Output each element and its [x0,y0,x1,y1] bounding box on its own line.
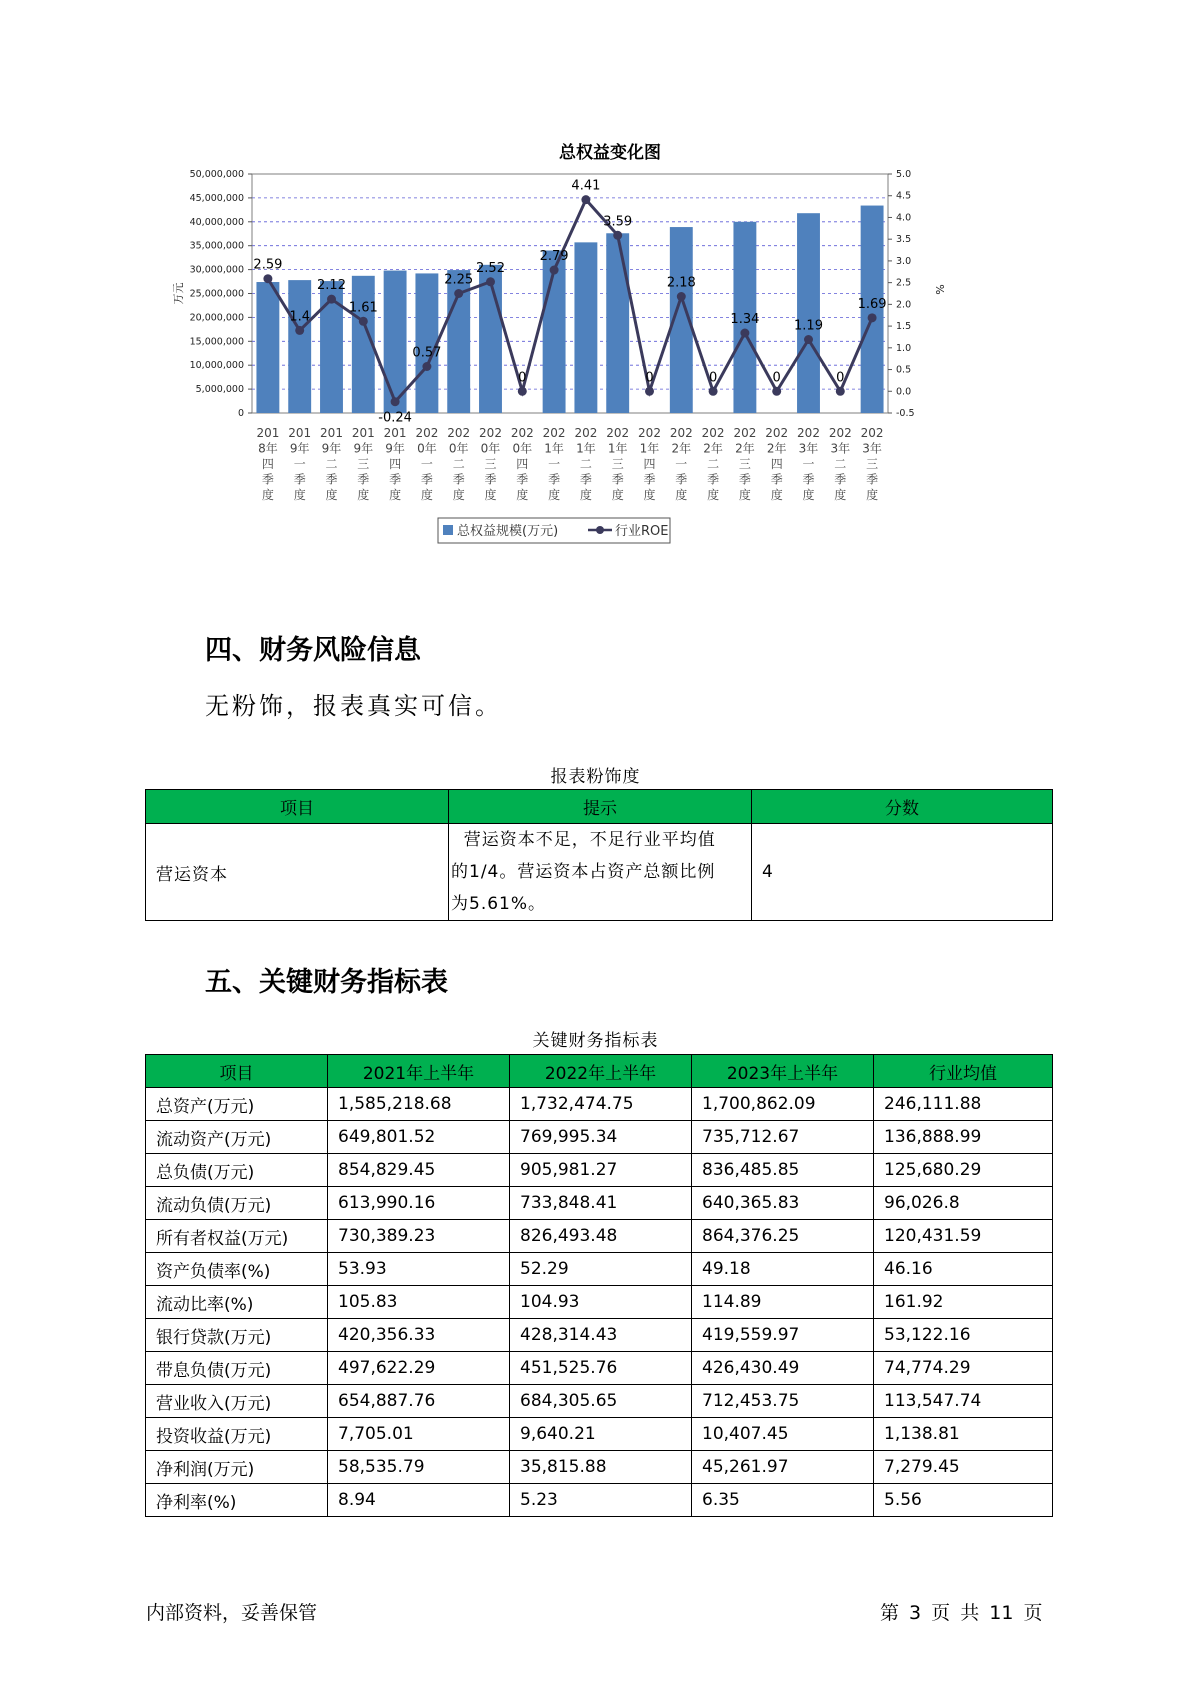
hint-line: 营运资本不足，不足行业平均值 [451,830,716,850]
roe-point [709,387,718,396]
table2-header: 2023年上半年 [692,1055,874,1088]
x-tick-label: 季 [738,472,751,487]
x-tick-label: 二 [325,457,338,471]
roe-point [868,313,877,322]
x-tick-label: 202 [606,426,630,440]
roe-point [295,326,304,335]
bar [288,280,311,413]
indicator-value: 161.92 [874,1286,1053,1319]
indicator-value: 451,525.76 [510,1352,692,1385]
x-tick-label: 四 [516,457,529,471]
y2-tick-label: 2.0 [896,299,912,311]
indicator-name: 净利润(万元) [146,1451,328,1484]
table2-header: 行业均值 [874,1055,1053,1088]
y-tick-label: 5,000,000 [195,384,244,396]
indicator-name: 流动负债(万元) [146,1187,328,1220]
indicator-value: 5.56 [874,1484,1053,1517]
section4-heading: 四、财务风险信息 [205,635,421,666]
indicator-value: 6.35 [692,1484,874,1517]
roe-data-label: 2.12 [317,278,346,294]
roe-point [677,292,686,301]
y2-tick-label: 0.0 [896,386,912,398]
indicator-value: 53.93 [328,1253,510,1286]
x-tick-label: 度 [611,488,624,502]
indicator-value: 10,407.45 [692,1418,874,1451]
indicator-value: 836,485.85 [692,1154,874,1187]
x-tick-label: 3年 [862,441,882,456]
x-tick-label: 季 [452,472,465,487]
indicator-value: 640,365.83 [692,1187,874,1220]
y-tick-label: 20,000,000 [189,312,244,324]
roe-data-label: 2.59 [253,257,283,273]
legend-line-label: 行业ROE [615,524,669,539]
indicator-value: 826,493.48 [510,1220,692,1253]
x-tick-label: 2年 [735,441,755,456]
indicator-name: 银行贷款(万元) [146,1319,328,1352]
roe-data-label: 2.18 [666,275,696,291]
roe-point [422,362,431,371]
x-tick-label: 9年 [289,441,310,456]
x-tick-label: 0年 [480,441,501,456]
x-tick-label: 202 [447,426,471,440]
x-tick-label: 季 [802,472,815,487]
roe-data-label: 1.4 [289,309,311,325]
indicator-value: 649,801.52 [328,1121,510,1154]
y-tick-label: 10,000,000 [189,360,244,372]
roe-point [645,387,654,396]
x-tick-label: 201 [383,426,407,440]
bar [256,282,279,413]
indicator-value: 46.16 [874,1253,1053,1286]
indicator-value: 246,111.88 [874,1088,1053,1121]
table-row [146,1154,1053,1187]
x-tick-label: 二 [707,457,720,471]
indicator-value: 52.29 [510,1253,692,1286]
table1-cell-score: 4 [752,824,1053,921]
table-row [146,1385,1053,1418]
x-tick-label: 度 [357,488,370,502]
table1-header-item: 项目 [146,790,449,824]
roe-point [613,231,622,240]
table2-header: 项目 [146,1055,328,1088]
x-tick-label: 202 [828,426,852,440]
table1-cell-item: 营运资本 [146,824,449,921]
table-row [146,1451,1053,1484]
roe-data-label: -0.24 [378,410,412,426]
x-tick-label: 一 [675,457,688,471]
x-tick-label: 四 [770,457,783,471]
indicator-value: 712,453.75 [692,1385,874,1418]
indicator-name: 总负债(万元) [146,1154,328,1187]
x-tick-label: 202 [765,426,789,440]
hint-line: 为5.61%。 [451,894,547,914]
indicator-value: 654,887.76 [328,1385,510,1418]
fraud-table [145,789,1053,921]
x-tick-label: 二 [452,457,465,471]
y2-tick-label: 1.0 [896,342,912,354]
x-tick-label: 一 [548,457,561,471]
roe-point [772,387,781,396]
y2-tick-label: 1.5 [896,321,912,333]
x-tick-label: 2年 [671,441,692,456]
indicator-value: 125,680.29 [874,1154,1053,1187]
x-tick-label: 一 [420,457,433,471]
y2-tick-label: 0.5 [896,364,912,376]
legend-bar-swatch [443,525,453,535]
bar [797,213,820,413]
x-tick-label: 三 [484,457,497,471]
indicator-value: 74,774.29 [874,1352,1053,1385]
x-tick-label: 3年 [830,441,851,456]
x-tick-label: 0年 [512,441,533,456]
indicator-value: 613,990.16 [328,1187,510,1220]
x-tick-label: 202 [638,426,661,440]
roe-data-label: 0 [708,370,718,386]
roe-data-label: 0 [518,370,527,386]
y-tick-label: 40,000,000 [189,216,244,228]
indicator-value: 1,700,862.09 [692,1088,874,1121]
y-tick-label: 30,000,000 [189,264,244,276]
x-tick-label: 1年 [544,441,564,456]
x-tick-label: 9年 [353,441,374,456]
section5-heading: 五、关键财务指标表 [205,967,448,998]
indicator-value: 96,026.8 [874,1187,1053,1220]
y2-tick-label: 5.0 [896,169,912,180]
roe-point [581,195,590,204]
x-tick-label: 三 [611,457,624,471]
indicator-value: 9,640.21 [510,1418,692,1451]
x-tick-label: 度 [325,488,338,502]
roe-point [486,277,495,286]
x-tick-label: 201 [288,426,312,440]
indicator-value: 1,732,474.75 [510,1088,692,1121]
indicator-value: 136,888.99 [874,1121,1053,1154]
x-tick-label: 201 [351,426,375,440]
indicator-value: 497,622.29 [328,1352,510,1385]
x-tick-label: 一 [802,457,815,471]
indicator-value: 120,431.59 [874,1220,1053,1253]
indicator-value: 730,389.23 [328,1220,510,1253]
indicator-name: 流动比率(%) [146,1286,328,1319]
roe-point [327,295,336,304]
indicator-name: 净利率(%) [146,1484,328,1517]
roe-data-label: 1.34 [730,312,760,328]
x-tick-label: 度 [293,488,306,502]
indicator-value: 1,138.81 [874,1418,1053,1451]
x-tick-label: 度 [866,488,879,502]
indicator-name: 资产负债率(%) [146,1253,328,1286]
legend-bar-label: 总权益规模(万元) [457,524,559,539]
x-tick-label: 0年 [417,441,437,456]
bar [606,233,629,413]
indicator-name: 营业收入(万元) [146,1385,328,1418]
indicator-value: 58,535.79 [328,1451,510,1484]
table-row [146,1088,1053,1121]
indicator-name: 流动资产(万元) [146,1121,328,1154]
x-tick-label: 度 [548,488,561,502]
table1-header-hint: 提示 [449,790,752,824]
indicator-name: 带息负债(万元) [146,1352,328,1385]
table1-cell-hint [449,824,752,921]
x-tick-label: 二 [579,457,592,471]
roe-data-label: 1.61 [348,300,378,316]
bar [415,273,438,413]
roe-data-label: 3.59 [603,214,633,230]
x-tick-label: 度 [802,488,815,502]
x-tick-label: 度 [420,488,433,502]
indicator-value: 905,981.27 [510,1154,692,1187]
table-row [146,1253,1053,1286]
roe-point [804,335,813,344]
x-tick-label: 季 [866,472,879,487]
roe-data-label: 0 [772,370,781,386]
x-tick-label: 季 [579,472,592,487]
indicator-value: 735,712.67 [692,1121,874,1154]
x-tick-label: 三 [866,457,879,471]
x-tick-label: 202 [669,426,693,440]
indicator-value: 733,848.41 [510,1187,692,1220]
roe-data-label: 1.19 [794,318,823,334]
indicator-name: 总资产(万元) [146,1088,328,1121]
x-tick-label: 一 [293,457,306,471]
table-row [146,824,1053,921]
table2-header: 2021年上半年 [328,1055,510,1088]
x-tick-label: 3年 [798,441,819,456]
roe-data-label: 2.79 [539,249,569,265]
roe-data-label: 2.25 [444,272,474,288]
x-tick-label: 1年 [576,441,596,456]
table-row [146,1187,1053,1220]
y-tick-label: 25,000,000 [189,288,244,300]
indicator-value: 684,305.65 [510,1385,692,1418]
y-tick-label: 45,000,000 [189,192,244,204]
x-tick-label: 201 [320,426,343,440]
roe-point [550,266,559,275]
indicator-value: 49.18 [692,1253,874,1286]
table2-header: 2022年上半年 [510,1055,692,1088]
x-tick-label: 度 [261,488,274,502]
x-tick-label: 0年 [448,441,469,456]
x-tick-label: 度 [452,488,465,502]
indicator-value: 7,279.45 [874,1451,1053,1484]
x-tick-label: 二 [834,457,847,471]
x-tick-label: 度 [389,488,402,502]
x-tick-label: 202 [479,426,502,440]
indicator-name: 投资收益(万元) [146,1418,328,1451]
footer-confidential: 内部资料，妥善保管 [146,1602,318,1624]
indicator-value: 769,995.34 [510,1121,692,1154]
y2-tick-label: 4.5 [896,190,912,202]
roe-point [740,329,749,338]
x-tick-label: 度 [516,488,529,502]
x-tick-label: 三 [357,457,370,471]
indicator-value: 1,585,218.68 [328,1088,510,1121]
x-tick-label: 度 [643,488,656,502]
y2-axis-label: % [933,284,946,295]
indicator-value: 45,261.97 [692,1451,874,1484]
indicator-value: 854,829.45 [328,1154,510,1187]
table1-caption: 报表粉饰度 [550,767,641,787]
indicator-value: 113,547.74 [874,1385,1053,1418]
x-tick-label: 度 [770,488,783,502]
x-tick-label: 度 [738,488,751,502]
indicator-value: 420,356.33 [328,1319,510,1352]
indicators-table [145,1054,1053,1517]
x-tick-label: 季 [770,472,783,487]
legend-line-marker [596,526,604,534]
indicator-value: 419,559.97 [692,1319,874,1352]
x-tick-label: 202 [542,426,566,440]
x-tick-label: 四 [389,457,402,471]
roe-point [391,397,400,406]
x-tick-label: 202 [701,426,725,440]
y2-tick-label: 3.5 [896,234,912,246]
x-tick-label: 8年 [258,441,278,456]
table1-header-score: 分数 [752,790,1053,824]
x-tick-label: 度 [484,488,497,502]
y2-tick-label: 4.0 [896,212,912,224]
x-tick-label: 202 [415,426,439,440]
y-tick-label: 35,000,000 [189,240,244,252]
x-tick-label: 1年 [607,441,628,456]
indicator-value: 114.89 [692,1286,874,1319]
x-tick-label: 季 [675,472,688,487]
indicator-value: 5.23 [510,1484,692,1517]
indicator-value: 35,815.88 [510,1451,692,1484]
y-axis-label: 万元 [172,282,185,305]
x-tick-label: 202 [733,426,757,440]
x-tick-label: 四 [643,457,656,471]
x-tick-label: 2年 [703,441,723,456]
roe-data-label: 0 [645,370,654,386]
x-tick-label: 度 [579,488,592,502]
roe-point [359,317,368,326]
x-tick-label: 三 [738,457,751,471]
table-row [146,1286,1053,1319]
indicator-value: 7,705.01 [328,1418,510,1451]
x-tick-label: 季 [611,472,624,487]
y2-tick-label: 2.5 [896,277,912,289]
roe-data-label: 2.52 [476,260,505,276]
table-row [146,1220,1053,1253]
section4-text: 无粉饰，报表真实可信。 [205,692,502,720]
roe-data-label: 0 [836,370,845,386]
x-tick-label: 2年 [766,441,787,456]
table-row [146,1319,1053,1352]
x-tick-label: 季 [325,472,338,487]
indicator-value: 8.94 [328,1484,510,1517]
x-tick-label: 季 [357,472,370,487]
x-tick-label: 四 [261,457,274,471]
x-tick-label: 1年 [639,441,660,456]
roe-data-label: 4.41 [571,178,601,194]
x-tick-label: 季 [261,472,274,487]
x-tick-label: 202 [860,426,884,440]
table-row [146,1418,1053,1451]
equity-chart [170,138,1040,598]
roe-data-label: 0.57 [412,345,442,361]
table2-caption: 关键财务指标表 [532,1031,659,1051]
x-tick-label: 季 [516,472,529,487]
indicator-value: 53,122.16 [874,1319,1053,1352]
y-tick-label: 15,000,000 [189,336,244,348]
indicator-value: 426,430.49 [692,1352,874,1385]
x-tick-label: 季 [389,472,402,487]
x-tick-label: 季 [707,472,720,487]
indicator-value: 864,376.25 [692,1220,874,1253]
y2-tick-label: 3.0 [896,255,912,267]
bar [574,242,597,413]
footer-page-number: 第 3 页 共 11 页 [880,1602,1043,1624]
x-tick-label: 季 [548,472,561,487]
x-tick-label: 度 [834,488,847,502]
roe-point [263,274,272,283]
indicator-value: 104.93 [510,1286,692,1319]
x-tick-label: 202 [510,426,534,440]
x-tick-label: 季 [420,472,433,487]
x-tick-label: 202 [797,426,820,440]
indicator-value: 428,314.43 [510,1319,692,1352]
indicator-value: 105.83 [328,1286,510,1319]
x-tick-label: 202 [574,426,598,440]
x-tick-label: 9年 [321,441,342,456]
x-tick-label: 季 [643,472,656,487]
table-row [146,1121,1053,1154]
x-tick-label: 度 [675,488,688,502]
roe-point [518,387,527,396]
table-row [146,1352,1053,1385]
roe-point [454,289,463,298]
hint-line: 的1/4。营运资本占资产总额比例 [451,862,716,882]
indicator-name: 所有者权益(万元) [146,1220,328,1253]
x-tick-label: 季 [484,472,497,487]
x-tick-label: 季 [293,472,306,487]
y-tick-label: 0 [237,408,244,419]
y-tick-label: 50,000,000 [189,169,244,180]
chart-title: 总权益变化图 [559,143,661,163]
roe-point [836,387,845,396]
chart-svg [170,138,1050,598]
x-tick-label: 201 [256,426,280,440]
y2-tick-label: -0.5 [896,408,915,419]
x-tick-label: 季 [834,472,847,487]
roe-data-label: 1.69 [857,296,887,312]
x-tick-label: 度 [707,488,720,502]
table-row [146,1484,1053,1517]
x-tick-label: 9年 [385,441,405,456]
